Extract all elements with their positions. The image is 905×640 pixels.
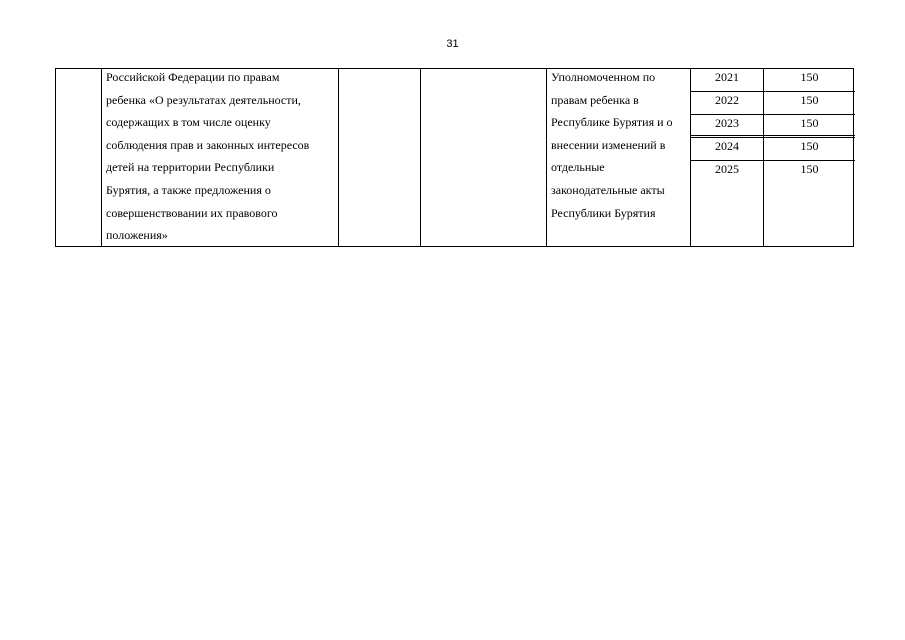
basis-line: Республики Бурятия bbox=[551, 205, 656, 220]
year-cell: 2023 bbox=[691, 115, 763, 138]
page-number: 31 bbox=[446, 38, 459, 50]
description-line: положения» bbox=[106, 228, 168, 243]
table-col-empty-1 bbox=[338, 69, 420, 246]
description-line: детей на территории Республики bbox=[106, 160, 275, 175]
description-line: ребенка «О результатах деятельности, bbox=[106, 92, 301, 107]
description-text bbox=[102, 66, 338, 247]
amount-cell: 150 bbox=[764, 138, 855, 161]
year-cell: 2021 bbox=[691, 69, 763, 92]
table-col-basis bbox=[546, 69, 690, 246]
table-col-empty-2 bbox=[420, 69, 546, 246]
table-col-description bbox=[101, 69, 338, 246]
description-line: Российской Федерации по правам bbox=[106, 70, 280, 84]
basis-line: внесении изменений в bbox=[551, 137, 666, 152]
basis-line: отдельные bbox=[551, 160, 605, 175]
year-cell: 2022 bbox=[691, 92, 763, 115]
table-col-number bbox=[56, 69, 101, 246]
amount-cell: 150 bbox=[764, 115, 855, 138]
table-col-years bbox=[690, 69, 763, 246]
basis-text bbox=[547, 66, 690, 224]
description-line: содержащих в том числе оценку bbox=[106, 115, 271, 130]
basis-line: Республике Бурятия и о bbox=[551, 115, 673, 130]
description-line: соблюдения прав и законных интересов bbox=[106, 137, 310, 152]
description-line: совершенствовании их правового bbox=[106, 205, 278, 220]
table-col-amounts bbox=[763, 69, 855, 246]
amount-cell: 150 bbox=[764, 92, 855, 115]
year-cell: 2025 bbox=[715, 162, 739, 176]
year-cell: 2024 bbox=[691, 138, 763, 161]
amount-cell: 150 bbox=[800, 162, 819, 176]
basis-line: правам ребенка в bbox=[551, 92, 639, 107]
document-table bbox=[55, 68, 854, 247]
basis-line: Уполномоченном по bbox=[551, 70, 656, 84]
description-line: Бурятия, а также предложения о bbox=[106, 182, 271, 197]
basis-line: законодательные акты bbox=[551, 182, 665, 197]
amount-cell: 150 bbox=[764, 69, 855, 92]
